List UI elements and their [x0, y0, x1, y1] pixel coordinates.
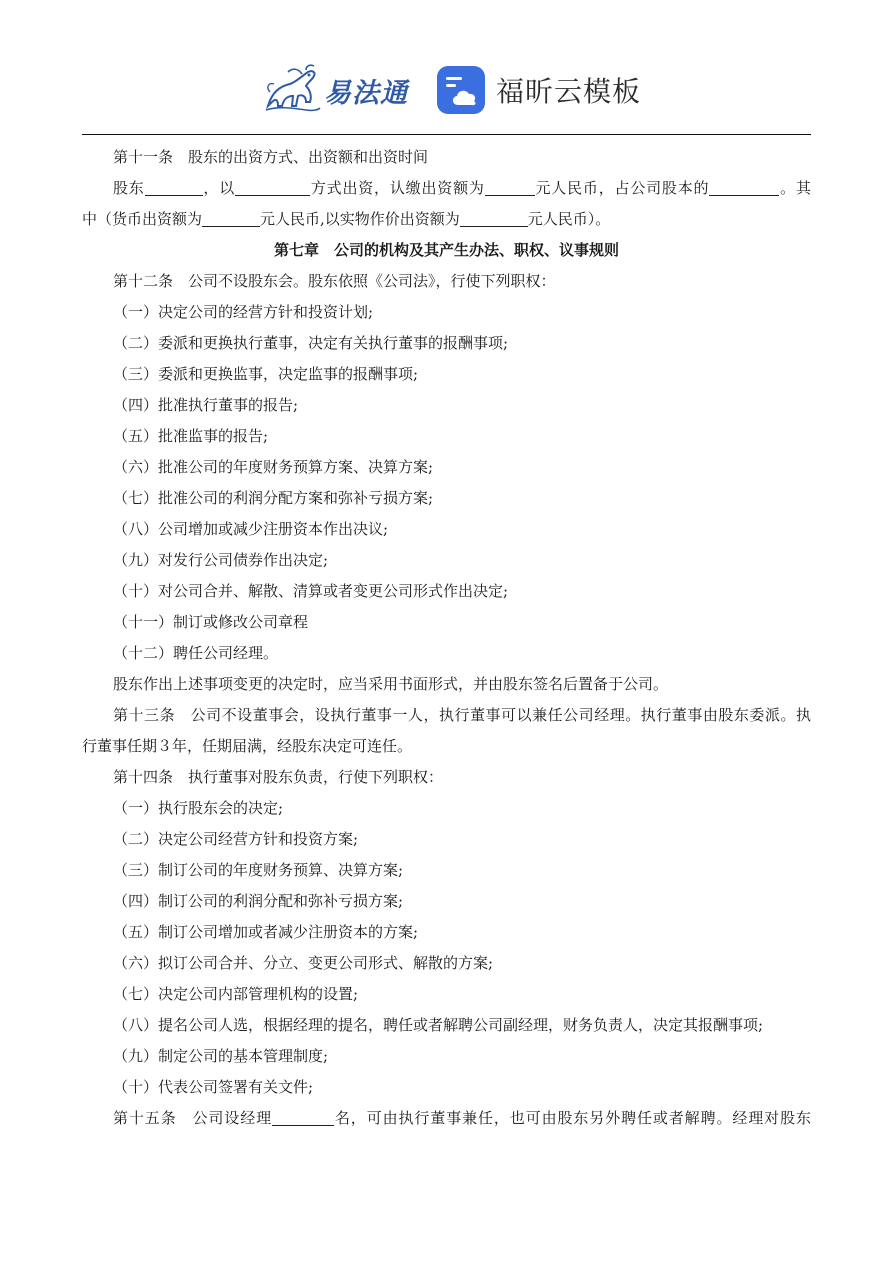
article-14-title: 第十四条 执行董事对股东负责，行使下列职权：: [113, 768, 444, 786]
header-divider: [82, 134, 811, 135]
list-item: （十）对公司合并、解散、清算或者变更公司形式作出决定;: [113, 582, 509, 600]
list-item: （三）制订公司的年度财务预算、决算方案;: [113, 861, 404, 879]
list-item: （一）执行股东会的决定;: [113, 799, 284, 817]
list-item: （二）委派和更换执行董事，决定有关执行董事的报酬事项;: [113, 334, 509, 352]
list-item: （三）委派和更换监事，决定监事的报酬事项;: [113, 365, 419, 383]
list-item: （十一）制订或修改公司章程: [113, 613, 309, 631]
blank-share: [709, 181, 779, 196]
blank-manager-count: [272, 1111, 334, 1126]
list-item: （九）对发行公司债券作出决定;: [113, 551, 329, 569]
list-item: （六）拟订公司合并、分立、变更公司形式、解散的方案;: [113, 954, 494, 972]
blank-amount: [485, 181, 535, 196]
article-11-paragraph-line-2: 中（货币出资额为 元人民币,以实物作价出资额为 元人民币）。: [82, 210, 611, 228]
list-item: （五）制订公司增加或者减少注册资本的方案;: [113, 923, 419, 941]
list-item: （四）制订公司的利润分配和弥补亏损方案;: [113, 892, 404, 910]
list-item: （七）决定公司内部管理机构的设置;: [113, 985, 359, 1003]
list-item: （十二）聘任公司经理。: [113, 644, 279, 662]
yifatong-logo-text: 易法通: [324, 77, 408, 109]
blank-in-kind: [460, 212, 528, 227]
list-item: （四）批准执行董事的报告;: [113, 396, 299, 414]
cloud-doc-icon: [436, 65, 486, 115]
list-item: （九）制定公司的基本管理制度;: [113, 1047, 329, 1065]
article-15-line-1: 第十五条 公司设经理 名，可由执行董事兼任，也可由股东另外聘任或者解聘。经理对股东: [113, 1109, 811, 1127]
article-11-paragraph-line-1: 股东 ，以 方式出资，认缴出资额为 元人民币，占公司股本的 。其: [113, 179, 811, 197]
list-item: （一）决定公司的经营方针和投资计划;: [113, 303, 374, 321]
list-item: （十）代表公司签署有关文件;: [113, 1078, 314, 1096]
list-item: （八）提名公司人选，根据经理的提名，聘任或者解聘公司副经理，财务负责人，决定其报酬事项;: [113, 1016, 764, 1034]
blank-method: [235, 181, 310, 196]
chapter-7-heading: 第七章 公司的机构及其产生办法、职权、议事规则: [273, 241, 619, 259]
list-item: （八）公司增加或减少注册资本作出决议;: [113, 520, 389, 538]
yifatong-logo: [262, 62, 408, 118]
fuxin-logo-text: 福昕云模板: [496, 75, 642, 108]
article-12-title: 第十二条 公司不设股东会。股东依照《公司法》，行使下列职权：: [113, 272, 556, 290]
article-13-line-2: 行董事任期３年，任期届满，经股东决定可连任。: [82, 737, 413, 755]
blank-cash: [202, 212, 260, 227]
list-item: （七）批准公司的利润分配方案和弥补亏损方案;: [113, 489, 434, 507]
fuxin-logo: [436, 65, 641, 115]
document-body: [82, 142, 811, 1134]
qilin-icon: [262, 62, 322, 118]
list-item: （二）决定公司经营方针和投资方案;: [113, 830, 359, 848]
article-11-title: 第十一条 股东的出资方式、出资额和出资时间: [113, 148, 429, 166]
list-item: （五）批准监事的报告;: [113, 427, 269, 445]
blank-shareholder: [145, 181, 203, 196]
page-header: [0, 58, 893, 124]
article-12-note: 股东作出上述事项变更的决定时，应当采用书面形式，并由股东签名后置备于公司。: [113, 675, 669, 693]
article-13-line-1: 第十三条 公司不设董事会，设执行董事一人，执行董事可以兼任公司经理。执行董事由股东委派。执: [113, 706, 811, 724]
list-item: （六）批准公司的年度财务预算方案、决算方案;: [113, 458, 434, 476]
